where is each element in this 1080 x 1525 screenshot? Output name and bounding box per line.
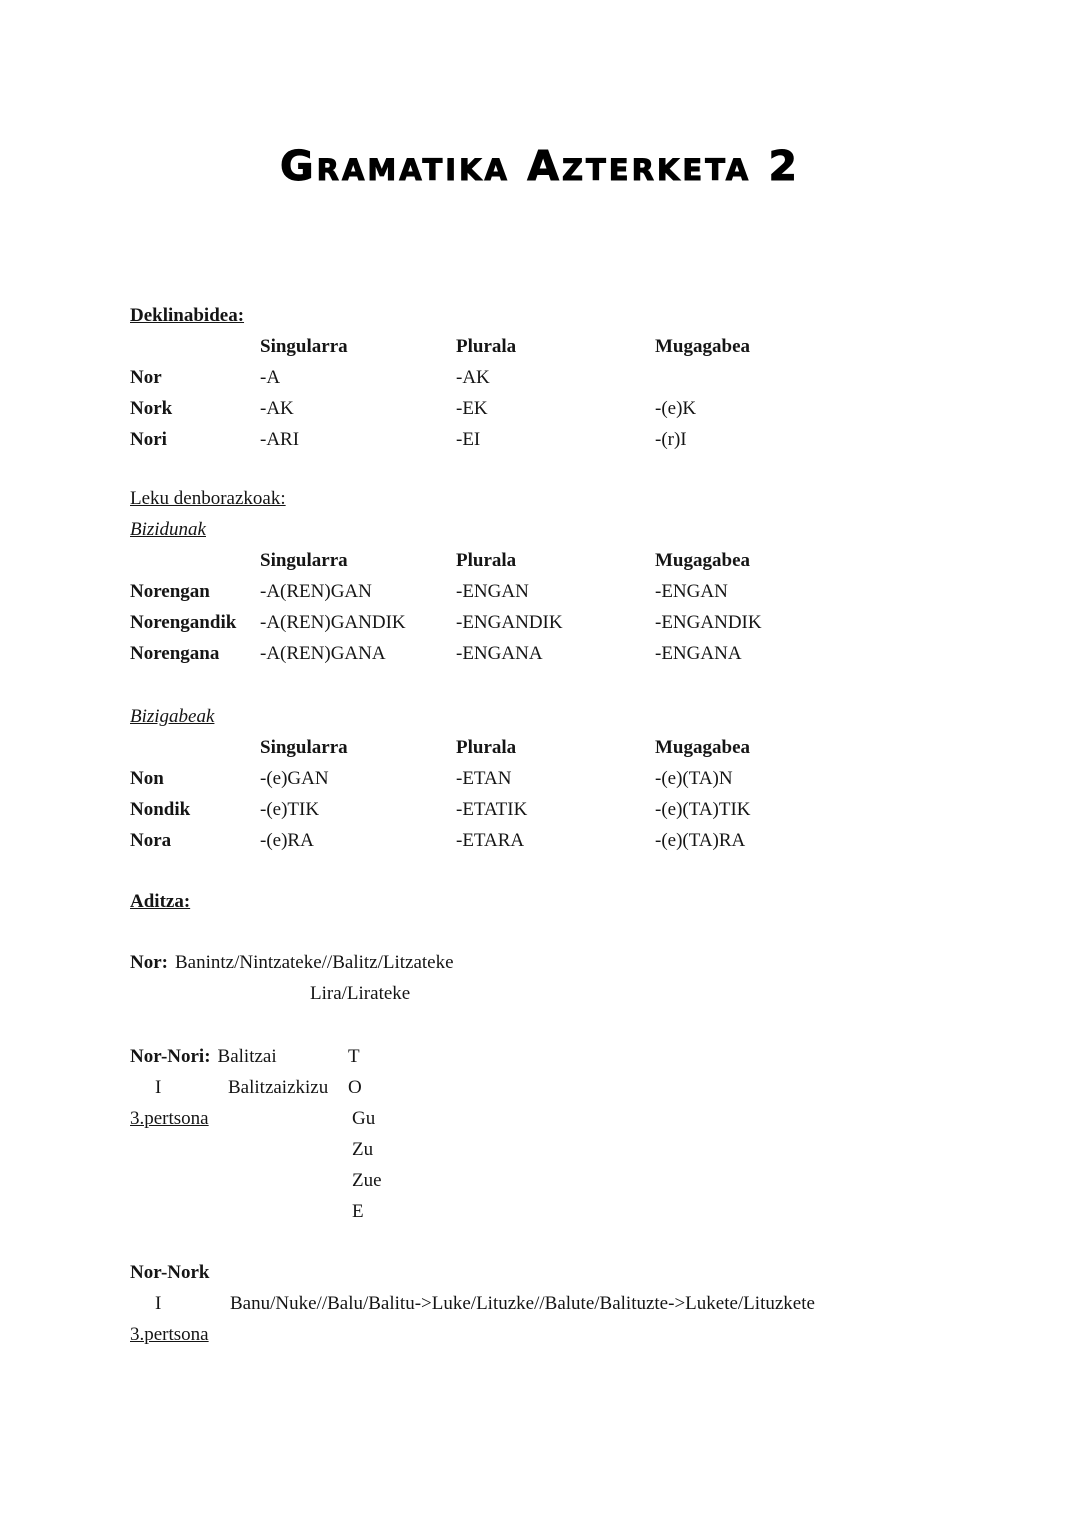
pronoun-gu: Gu	[352, 1108, 376, 1129]
nor-forms-line-2	[130, 978, 950, 1009]
nor-nori-label: Nor-Nori:	[130, 1046, 211, 1067]
cell-mugagabea: -(e)K	[655, 398, 697, 419]
nor-nork-label: Nor-Nork	[130, 1262, 210, 1283]
pronoun-e: E	[352, 1201, 364, 1222]
section-aditza	[130, 886, 950, 917]
section-heading-leku: Leku denborazkoak:	[130, 488, 286, 509]
table-row	[130, 576, 950, 607]
pronoun-zu: Zu	[352, 1139, 374, 1160]
section-heading-line	[130, 886, 950, 917]
nor-nori-line-4	[130, 1134, 950, 1165]
row-label: Norengana	[130, 643, 220, 664]
cell-singularra: -A(REN)GANDIK	[260, 612, 406, 633]
table-header-row	[130, 732, 950, 763]
cell-singularra: -A	[260, 367, 281, 388]
cell-plurala: -EK	[456, 398, 488, 419]
table-row	[130, 362, 950, 393]
table-row	[130, 794, 950, 825]
cell-mugagabea: -(r)I	[655, 429, 687, 450]
cell-singularra: -(e)RA	[260, 830, 314, 851]
cell-singularra: -A(REN)GAN	[260, 581, 372, 602]
person-marker-3: 3.pertsona	[130, 1108, 209, 1129]
declension-table-bizidunak	[130, 545, 950, 669]
person-marker-i: I	[155, 1077, 162, 1098]
nor-nork-heading-line	[130, 1257, 950, 1288]
column-header-singularra: Singularra	[260, 336, 348, 357]
cell-plurala: -ENGANA	[456, 643, 543, 664]
table-row	[130, 424, 950, 455]
column-header-empty	[130, 545, 260, 576]
cell-mugagabea: -(e)(TA)RA	[655, 830, 746, 851]
table-row	[130, 763, 950, 794]
person-marker-i: I	[155, 1293, 162, 1314]
cell-singularra: -(e)GAN	[260, 768, 329, 789]
row-label: Nora	[130, 830, 172, 851]
cell-mugagabea: -(e)(TA)N	[655, 768, 733, 789]
nor-forms: Banintz/Nintzateke//Balitz/Litzateke	[174, 952, 454, 973]
nor-label: Nor:	[130, 952, 168, 973]
cell-plurala: -AK	[456, 367, 490, 388]
nor-nori-line-2	[130, 1072, 950, 1103]
nor-nork-forms-line	[130, 1288, 950, 1319]
subsection-heading-bizidunak: Bizidunak	[130, 519, 206, 540]
cell-mugagabea: -ENGAN	[655, 581, 728, 602]
table-row	[130, 393, 950, 424]
block-nor	[130, 947, 950, 1009]
section-heading-deklinabidea: Deklinabidea:	[130, 305, 245, 326]
nor-nori-stem-2: Balitzaizkizu	[228, 1077, 329, 1098]
cell-plurala: -ETAN	[456, 768, 512, 789]
column-header-plurala: Plurala	[456, 550, 517, 571]
cell-mugagabea: -(e)(TA)TIK	[655, 799, 751, 820]
cell-singularra: -A(REN)GANA	[260, 643, 386, 664]
cell-mugagabea: -ENGANA	[655, 643, 742, 664]
table-row	[130, 638, 950, 669]
cell-plurala: -ETATIK	[456, 799, 528, 820]
column-header-empty	[130, 732, 260, 763]
cell-singularra: -(e)TIK	[260, 799, 320, 820]
column-header-singularra: Singularra	[260, 737, 348, 758]
section-leku-denborazkoak	[130, 483, 950, 669]
block-nor-nork	[130, 1257, 950, 1350]
cell-plurala: -ENGAN	[456, 581, 529, 602]
column-header-mugagabea: Mugagabea	[655, 737, 750, 758]
declension-table	[130, 331, 950, 455]
column-header-mugagabea: Mugagabea	[655, 550, 750, 571]
cell-plurala: -ENGANDIK	[456, 612, 563, 633]
column-header-plurala: Plurala	[456, 737, 517, 758]
nor-nori-line-1	[130, 1041, 950, 1072]
table-header-row	[130, 545, 950, 576]
row-label: Nork	[130, 398, 173, 419]
row-label: Nori	[130, 429, 167, 450]
table-row	[130, 825, 950, 856]
subsection-heading-bizigabeak: Bizigabeak	[130, 706, 215, 727]
row-label: Nor	[130, 367, 162, 388]
cell-singularra: -ARI	[260, 429, 300, 450]
nor-nori-line-3	[130, 1103, 950, 1134]
column-header-singularra: Singularra	[260, 550, 348, 571]
table-row	[130, 607, 950, 638]
column-header-empty	[130, 331, 260, 362]
cell-plurala: -ETARA	[456, 830, 525, 851]
column-header-mugagabea: Mugagabea	[655, 336, 750, 357]
column-header-plurala: Plurala	[456, 336, 517, 357]
section-heading-line	[130, 300, 950, 331]
nor-nori-line-6	[130, 1196, 950, 1227]
section-heading-aditza: Aditza:	[130, 891, 191, 912]
subsection-heading-line	[130, 701, 950, 732]
row-label: Nondik	[130, 799, 191, 820]
section-deklinabidea	[130, 300, 950, 455]
nor-forms-line	[130, 947, 950, 978]
page-title: Gramatika Azterketa 2	[280, 142, 800, 190]
nor-forms-continued: Lira/Lirateke	[310, 983, 411, 1004]
cell-mugagabea: -ENGANDIK	[655, 612, 762, 633]
nor-nork-forms: Banu/Nuke//Balu/Balitu->Luke/Lituzke//Balute/Balituzte->Lukete/Lituzkete	[230, 1293, 815, 1314]
nor-nori-stem-1: Balitzai	[217, 1046, 277, 1067]
subsection-heading-line	[130, 514, 950, 545]
pronoun-zue: Zue	[352, 1170, 382, 1191]
block-nor-nori	[130, 1041, 950, 1227]
nor-nori-line-5	[130, 1165, 950, 1196]
cell-plurala: -EI	[456, 429, 481, 450]
row-label: Non	[130, 768, 164, 789]
nor-nork-person-line	[130, 1319, 950, 1350]
subsection-bizigabeak	[130, 701, 950, 856]
declension-table-bizigabeak	[130, 732, 950, 856]
section-heading-line	[130, 483, 950, 514]
row-label: Norengan	[130, 581, 210, 602]
cell-singularra: -AK	[260, 398, 294, 419]
pronoun-t: T	[348, 1046, 360, 1067]
row-label: Norengandik	[130, 612, 237, 633]
page-content	[0, 300, 1080, 1350]
person-marker-3: 3.pertsona	[130, 1324, 209, 1345]
pronoun-o: O	[348, 1077, 362, 1098]
table-header-row	[130, 331, 950, 362]
cell-mugagabea	[655, 362, 950, 393]
